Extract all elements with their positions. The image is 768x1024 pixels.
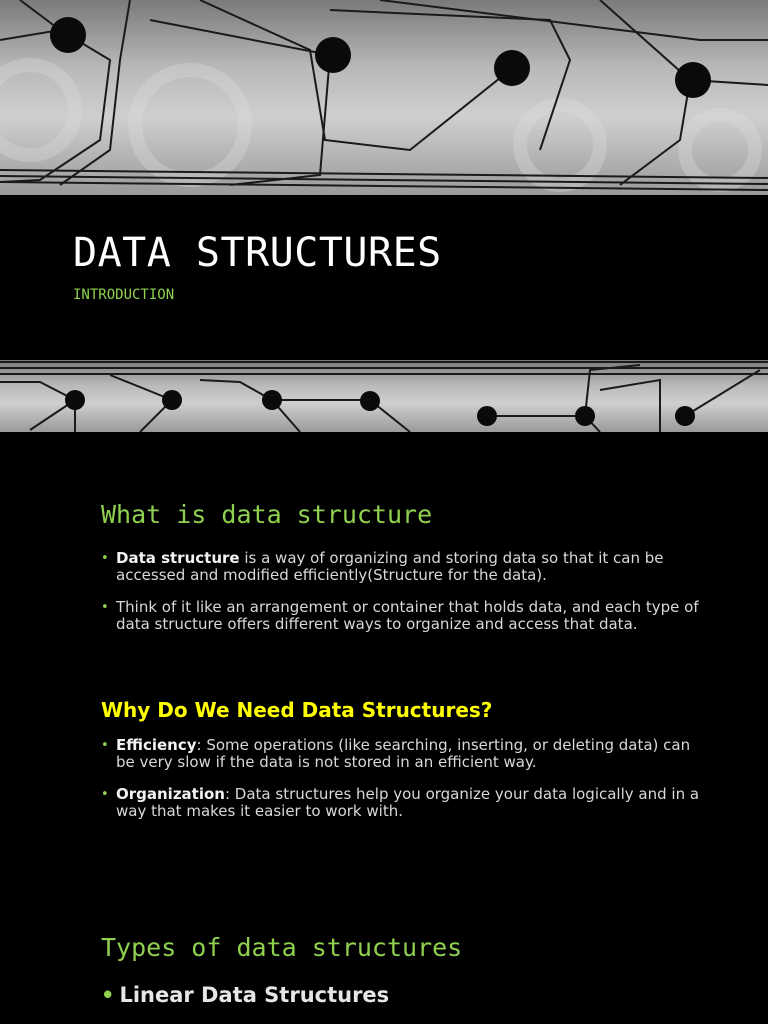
bullet-term: Organization [116, 785, 225, 803]
bullet-icon: • [101, 787, 109, 802]
why-heading: Why Do We Need Data Structures? [101, 698, 493, 722]
bullet-text: : Data structures help you organize your data logically and in a way that makes it easier to work with. [116, 785, 700, 820]
circuit-banner-top [0, 0, 768, 195]
title-area [0, 195, 768, 360]
bullet-term: Data structure [116, 549, 240, 567]
what-is-heading: What is data structure [101, 500, 433, 529]
bullet-text: Think of it like an arrangement or container that holds data, and each type of data structure offers different ways to organize and access that data. [116, 598, 699, 633]
linear-bullet [101, 983, 389, 1007]
bullet-text: : Some operations (like searching, inserting, or deleting data) can be very slow if the data is not stored in an efficient way. [116, 736, 691, 771]
slide-title: DATA STRUCTURES [73, 230, 442, 276]
reasons-list [101, 737, 701, 835]
circuit-pattern-bottom [0, 360, 768, 432]
circuit-banner-bottom [0, 360, 768, 432]
bullet-icon: • [101, 983, 115, 1007]
types-heading: Types of data structures [101, 933, 463, 962]
bullet-icon: • [101, 600, 109, 615]
list-item [101, 599, 701, 633]
slide-subtitle: INTRODUCTION [73, 287, 175, 303]
list-item [101, 550, 701, 584]
list-item [101, 737, 701, 771]
bullet-icon: • [101, 738, 109, 753]
circuit-pattern-top [0, 0, 768, 195]
bullet-text: is a way of organizing and storing data so that it can be accessed and modified efficiently(Structure for the data). [116, 549, 664, 584]
bullet-icon: • [101, 551, 109, 566]
definition-list [101, 550, 701, 648]
bullet-text: Linear Data Structures [119, 983, 390, 1007]
title-slide [0, 0, 768, 432]
list-item [101, 786, 701, 820]
bullet-term: Efficiency [116, 736, 197, 754]
